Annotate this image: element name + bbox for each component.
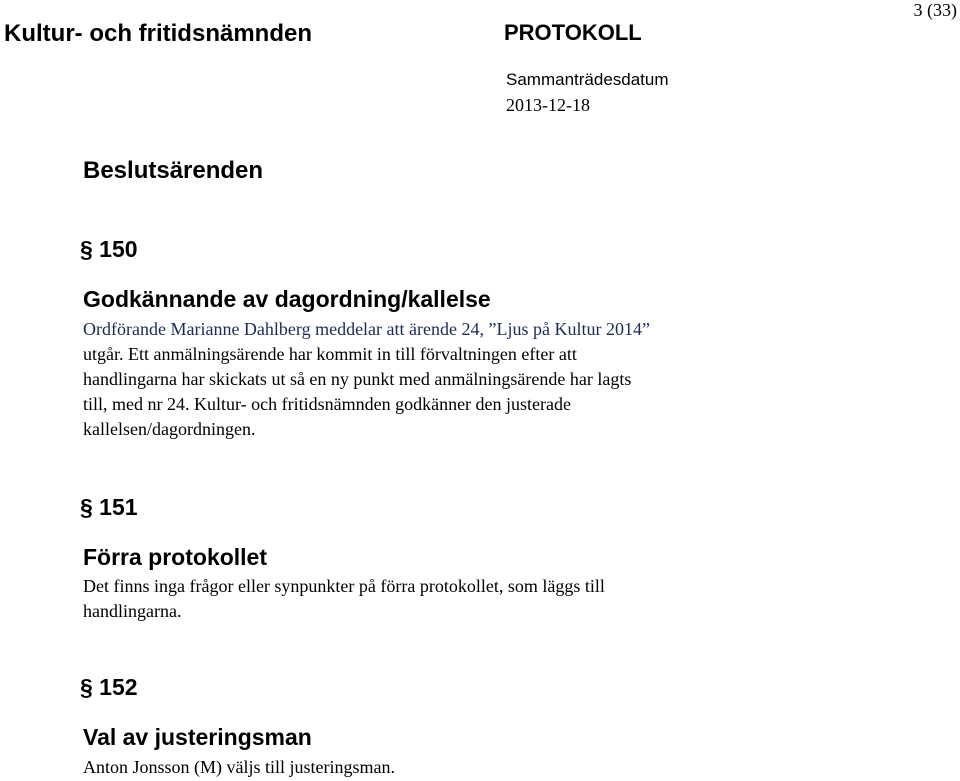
document-type: PROTOKOLL: [504, 20, 642, 45]
organization-name: Kultur- och fritidsnämnden: [4, 20, 312, 47]
paragraph-number: § 151: [80, 494, 138, 520]
body-line: kallelsen/dagordningen.: [83, 419, 256, 439]
paragraph-number: § 152: [80, 674, 138, 700]
meeting-date: 2013-12-18: [506, 95, 590, 115]
item-body: [83, 755, 803, 780]
body-line: utgår. Ett anmälningsärende har kommit in till förvaltningen efter att: [83, 344, 577, 364]
item-body: [83, 574, 803, 624]
item-title: Godkännande av dagordning/kallelse: [83, 286, 491, 312]
body-line: Anton Jonsson (M) väljs till justeringsman.: [83, 757, 395, 777]
item-title: Förra protokollet: [83, 544, 268, 570]
body-line: Det finns inga frågor eller synpunkter på förra protokollet, som läggs till: [83, 576, 605, 596]
section-heading: Beslutsärenden: [83, 157, 264, 184]
body-line: till, med nr 24. Kultur- och fritidsnämnden godkänner den justerade: [83, 394, 572, 414]
body-line: handlingarna har skickats ut så en ny punkt med anmälningsärende har lagts: [83, 369, 632, 389]
body-line: Ordförande Marianne Dahlberg meddelar att ärende 24, ”Ljus på Kultur 2014”: [83, 319, 650, 339]
item-body: [83, 317, 803, 442]
paragraph-number: § 150: [80, 236, 138, 262]
body-line: handlingarna.: [83, 601, 182, 621]
meeting-date-label: Sammanträdesdatum: [506, 70, 669, 89]
item-title: Val av justeringsman: [83, 724, 312, 750]
page-number: 3 (33): [913, 0, 957, 20]
